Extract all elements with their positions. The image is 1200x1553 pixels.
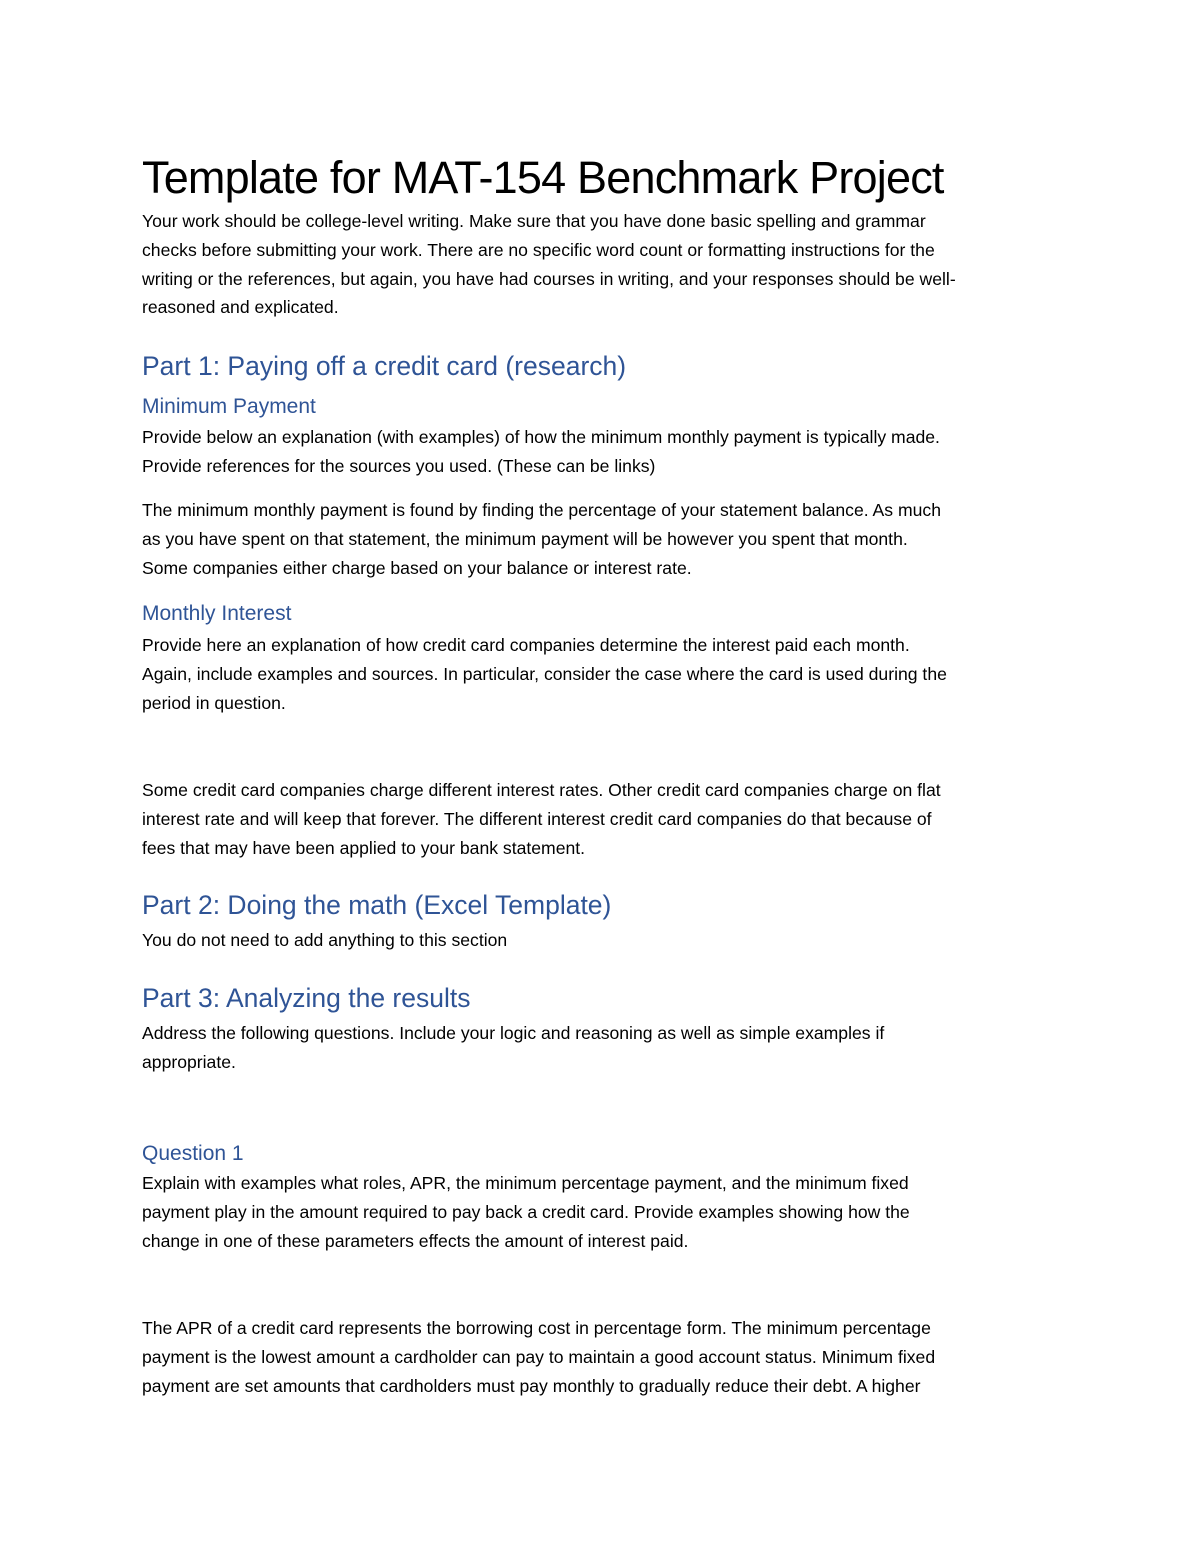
part2-text: [142, 926, 1072, 955]
intro-line: writing or the references, but again, you have had courses in writing, and your responses should be well-: [142, 268, 956, 289]
answer-line: payment is the lowest amount a cardholder can pay to maintain a good account status. Minimum fixed: [142, 1346, 936, 1367]
minimum-payment-answer: [142, 496, 1072, 582]
answer-line: The APR of a credit card represents the borrowing cost in percentage form. The minimum percentage: [142, 1318, 931, 1338]
question1-answer: [142, 1314, 1072, 1400]
prompt-line: Explain with examples what roles, APR, the minimum percentage payment, and the minimum fixed: [142, 1173, 909, 1193]
prompt-line: Provide references for the sources you used. (These can be links): [142, 455, 656, 476]
minimum-payment-prompt: [142, 423, 1072, 481]
monthly-interest-heading: Monthly Interest: [142, 602, 292, 625]
part3-heading: Part 3: Analyzing the results: [142, 983, 471, 1013]
answer-line: fees that may have been applied to your bank statement.: [142, 837, 586, 858]
document-page: [142, 0, 1072, 1553]
prompt-line: Provide here an explanation of how credit card companies determine the interest paid each month.: [142, 635, 910, 655]
part1-heading: Part 1: Paying off a credit card (research): [142, 351, 627, 381]
document-title: Template for MAT-154 Benchmark Project: [142, 152, 944, 203]
monthly-interest-section: [142, 599, 1072, 629]
answer-line: interest rate and will keep that forever. The different interest credit card companies do that because of: [142, 808, 932, 829]
monthly-interest-prompt: [142, 631, 1072, 717]
minimum-payment-section: [142, 392, 1072, 422]
part2-note: You do not need to add anything to this section: [142, 930, 508, 950]
part3-prompt: [142, 1019, 1072, 1077]
prompt-line: Again, include examples and sources. In particular, consider the case where the card is used during the: [142, 663, 947, 684]
answer-line: payment are set amounts that cardholders must pay monthly to gradually reduce their debt. A higher: [142, 1375, 921, 1396]
question1-heading: Question 1: [142, 1142, 244, 1165]
answer-line: Some credit card companies charge different interest rates. Other credit card companies charge on flat: [142, 780, 941, 800]
answer-line: The minimum monthly payment is found by finding the percentage of your statement balance. As much: [142, 500, 941, 520]
part3-section: [142, 978, 1072, 1018]
monthly-interest-answer: [142, 776, 1072, 862]
intro-line: checks before submitting your work. There are no specific word count or formatting instructions for the: [142, 239, 935, 260]
intro-line: Your work should be college-level writing. Make sure that you have done basic spelling and grammar: [142, 211, 926, 231]
part2-heading: Part 2: Doing the math (Excel Template): [142, 890, 612, 920]
question1-section: [142, 1139, 1072, 1169]
part1-section: [142, 346, 1072, 386]
prompt-line: Provide below an explanation (with examples) of how the minimum monthly payment is typically made.: [142, 427, 940, 447]
answer-line: as you have spent on that statement, the minimum payment will be however you spent that month.: [142, 528, 908, 549]
prompt-line: change in one of these parameters effects the amount of interest paid.: [142, 1230, 689, 1251]
prompt-line: appropriate.: [142, 1051, 236, 1072]
prompt-line: payment play in the amount required to pay back a credit card. Provide examples showing how the: [142, 1201, 910, 1222]
minimum-payment-heading: Minimum Payment: [142, 395, 316, 418]
question1-prompt: [142, 1169, 1072, 1255]
intro-paragraph: [142, 207, 1072, 322]
intro-line: reasoned and explicated.: [142, 297, 339, 318]
prompt-line: period in question.: [142, 692, 286, 713]
part2-section: [142, 885, 1072, 925]
prompt-line: Address the following questions. Include your logic and reasoning as well as simple examples if: [142, 1023, 885, 1043]
answer-line: Some companies either charge based on your balance or interest rate.: [142, 557, 692, 578]
